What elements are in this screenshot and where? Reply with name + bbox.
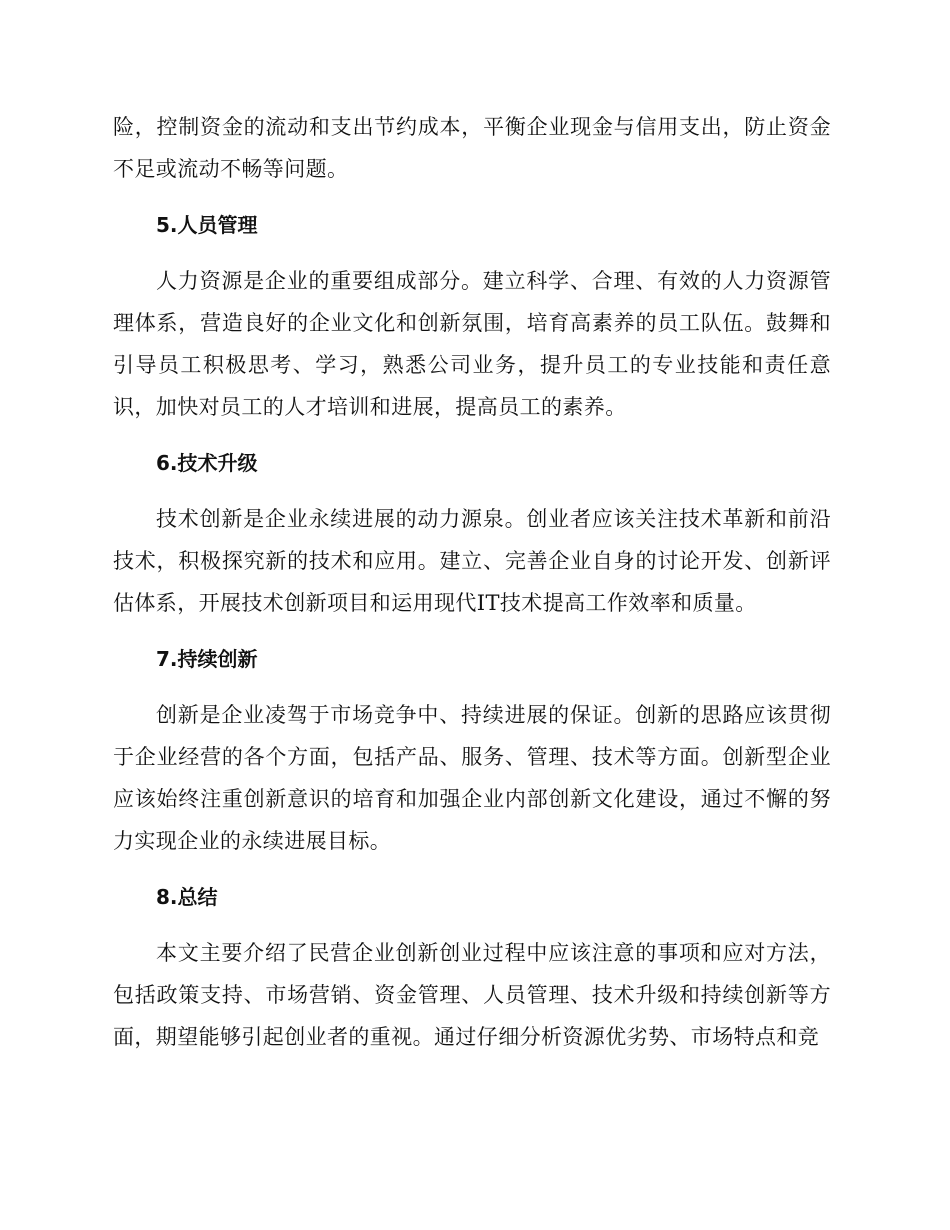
spacer	[113, 190, 831, 204]
section-heading-personnel: 5.人员管理	[156, 213, 258, 237]
section-heading-technology: 6.技术升级	[156, 451, 258, 475]
section-body-summary: 本文主要介绍了民营企业创新创业过程中应该注意的事项和应对方法，包括政策支持、市场营销、资金管理、人员管理、技术升级和持续创新等方面，期望能够引起创业者的重视。通过仔细分析资源优劣势、市场特点和竞	[113, 941, 831, 1049]
section-body-personnel: 人力资源是企业的重要组成部分。建立科学、合理、有效的人力资源管理体系，营造良好的企业文化和创新氛围，培育高素养的员工队伍。鼓舞和引导员工积极思考、学习，熟悉公司业务，提升员工的专业技能和责任意识，加快对员工的人才培训和进展，提高员工的素养。	[113, 269, 831, 419]
document-page	[113, 106, 831, 1058]
section-body-innovation: 创新是企业凌驾于市场竞争中、持续进展的保证。创新的思路应该贯彻于企业经营的各个方面，包括产品、服务、管理、技术等方面。创新型企业应该始终注重创新意识的培育和加强企业内部创新文化建设，通过不懈的努力实现企业的永续进展目标。	[113, 703, 831, 853]
section-heading-summary: 8.总结	[156, 885, 218, 909]
spacer	[113, 428, 831, 442]
spacer	[113, 246, 831, 260]
section-body-technology: 技术创新是企业永续进展的动力源泉。创业者应该关注技术革新和前沿技术，积极探究新的技术和应用。建立、完善企业自身的讨论开发、创新评估体系，开展技术创新项目和运用现代IT技术提高工作效率和质量。	[113, 507, 831, 615]
spacer	[113, 680, 831, 694]
intro-continuation-paragraph: 险，控制资金的流动和支出节约成本，平衡企业现金与信用支出，防止资金不足或流动不畅等问题。	[113, 115, 831, 181]
spacer	[113, 862, 831, 876]
spacer	[113, 624, 831, 638]
section-heading-innovation: 7.持续创新	[156, 647, 258, 671]
spacer	[113, 918, 831, 932]
spacer	[113, 484, 831, 498]
